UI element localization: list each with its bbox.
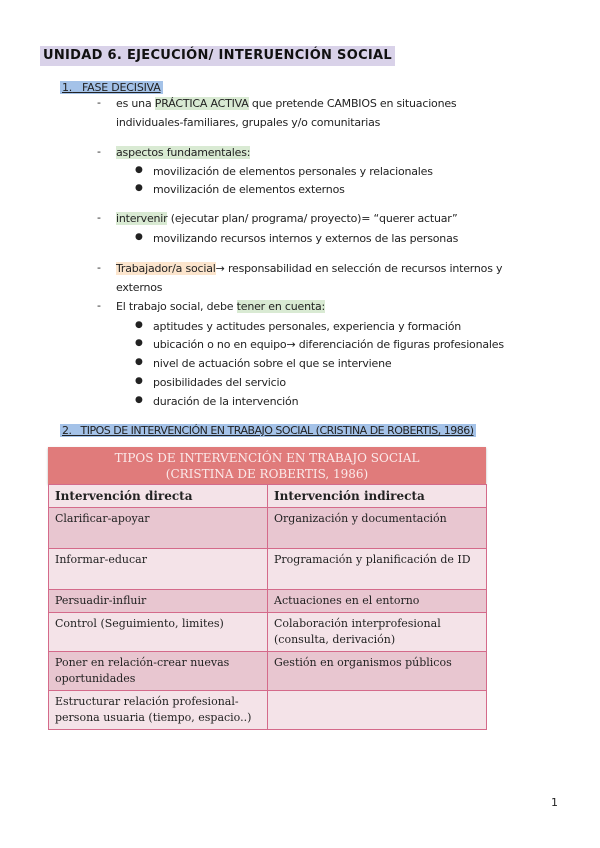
sub-item: movilización de elementos externos xyxy=(153,183,345,196)
dash-bullet: - xyxy=(97,145,101,158)
highlight: Trabajador/a social xyxy=(116,262,216,275)
page-title: UNIDAD 6. EJECUCIÓN/ INTERUENCIÓN SOCIAL xyxy=(40,46,395,66)
dash-bullet: - xyxy=(97,299,101,312)
page-number: 1 xyxy=(551,796,558,809)
list-item xyxy=(116,261,502,276)
sub-item: nivel de actuación sobre el que se interviene xyxy=(153,357,392,370)
section-title: TIPOS DE INTERVENCIÓN EN TRABAJO SOCIAL (CRISTINA DE ROBERTIS, 1986) xyxy=(80,424,474,437)
table-row xyxy=(49,508,487,549)
bullet-icon: ● xyxy=(135,338,143,348)
highlight: tener en cuenta: xyxy=(236,300,326,313)
table-cell: Organización y documentación xyxy=(268,508,487,549)
table-title xyxy=(48,447,486,484)
table-cell: Informar-educar xyxy=(49,549,268,590)
bullet-icon: ● xyxy=(135,376,143,386)
dash-bullet: - xyxy=(97,96,101,109)
column-header: Intervención indirecta xyxy=(268,485,487,508)
table-header-row xyxy=(49,485,487,508)
table-title-line: (CRISTINA DE ROBERTIS, 1986) xyxy=(165,467,369,481)
table-cell xyxy=(268,691,487,730)
section-1-heading xyxy=(60,80,163,95)
text: (ejecutar plan/ programa/ proyecto)= “querer actuar” xyxy=(167,212,458,225)
table-cell: Clarificar-apoyar xyxy=(49,508,268,549)
bullet-icon: ● xyxy=(135,232,143,242)
dash-bullet: - xyxy=(97,211,101,224)
table-row xyxy=(49,691,487,730)
table-cell: Colaboración interprofesional (consulta, derivación) xyxy=(268,613,487,652)
bullet-icon: ● xyxy=(135,357,143,367)
sub-item: movilización de elementos personales y relacionales xyxy=(153,165,433,178)
text: → responsabilidad en selección de recursos internos y xyxy=(215,262,503,275)
table-cell: Programación y planificación de ID xyxy=(268,549,487,590)
dash-bullet: - xyxy=(97,261,101,274)
table-cell: Estructurar relación profesional-persona usuaria (tiempo, espacio..) xyxy=(49,691,268,730)
table-row xyxy=(49,652,487,691)
table-cell: Control (Seguimiento, limites) xyxy=(49,613,268,652)
text: El trabajo social, debe xyxy=(116,300,237,313)
table-cell: Persuadir-influir xyxy=(49,590,268,613)
sub-item: ubicación o no en equipo→ diferenciación de figuras profesionales xyxy=(153,338,504,351)
section-number: 1. xyxy=(62,81,73,94)
section-2-heading xyxy=(60,423,476,438)
sub-item: aptitudes y actitudes personales, experiencia y formación xyxy=(153,320,462,333)
sub-item: duración de la intervención xyxy=(153,395,299,408)
table-row xyxy=(49,590,487,613)
highlight: aspectos fundamentales: xyxy=(116,146,251,159)
list-item xyxy=(116,145,250,160)
text: es una xyxy=(116,97,155,110)
table-cell: Poner en relación-crear nuevas oportunidades xyxy=(49,652,268,691)
table-title-line: TIPOS DE INTERVENCIÓN EN TRABAJO SOCIAL xyxy=(114,451,420,465)
text: que pretende CAMBIOS en situaciones xyxy=(248,97,457,110)
list-item xyxy=(116,211,458,226)
table-cell: Actuaciones en el entorno xyxy=(268,590,487,613)
list-item xyxy=(116,96,456,111)
highlight: PRÁCTICA ACTIVA xyxy=(154,97,249,110)
column-header: Intervención directa xyxy=(49,485,268,508)
bullet-icon: ● xyxy=(135,320,143,330)
bullet-icon: ● xyxy=(135,165,143,175)
list-item-continuation: externos xyxy=(116,281,163,294)
section-title: FASE DECISIVA xyxy=(82,81,161,94)
table-row xyxy=(49,613,487,652)
table-row xyxy=(49,549,487,590)
interventions-table xyxy=(48,484,487,730)
sub-item: movilizando recursos internos y externos de las personas xyxy=(153,232,459,245)
bullet-icon: ● xyxy=(135,183,143,193)
table-cell: Gestión en organismos públicos xyxy=(268,652,487,691)
bullet-icon: ● xyxy=(135,395,143,405)
section-number: 2. xyxy=(62,424,72,437)
list-item xyxy=(116,299,325,314)
highlight: intervenir xyxy=(116,212,168,225)
sub-item: posibilidades del servicio xyxy=(153,376,286,389)
list-item-continuation: individuales-familiares, grupales y/o comunitarias xyxy=(116,116,381,129)
